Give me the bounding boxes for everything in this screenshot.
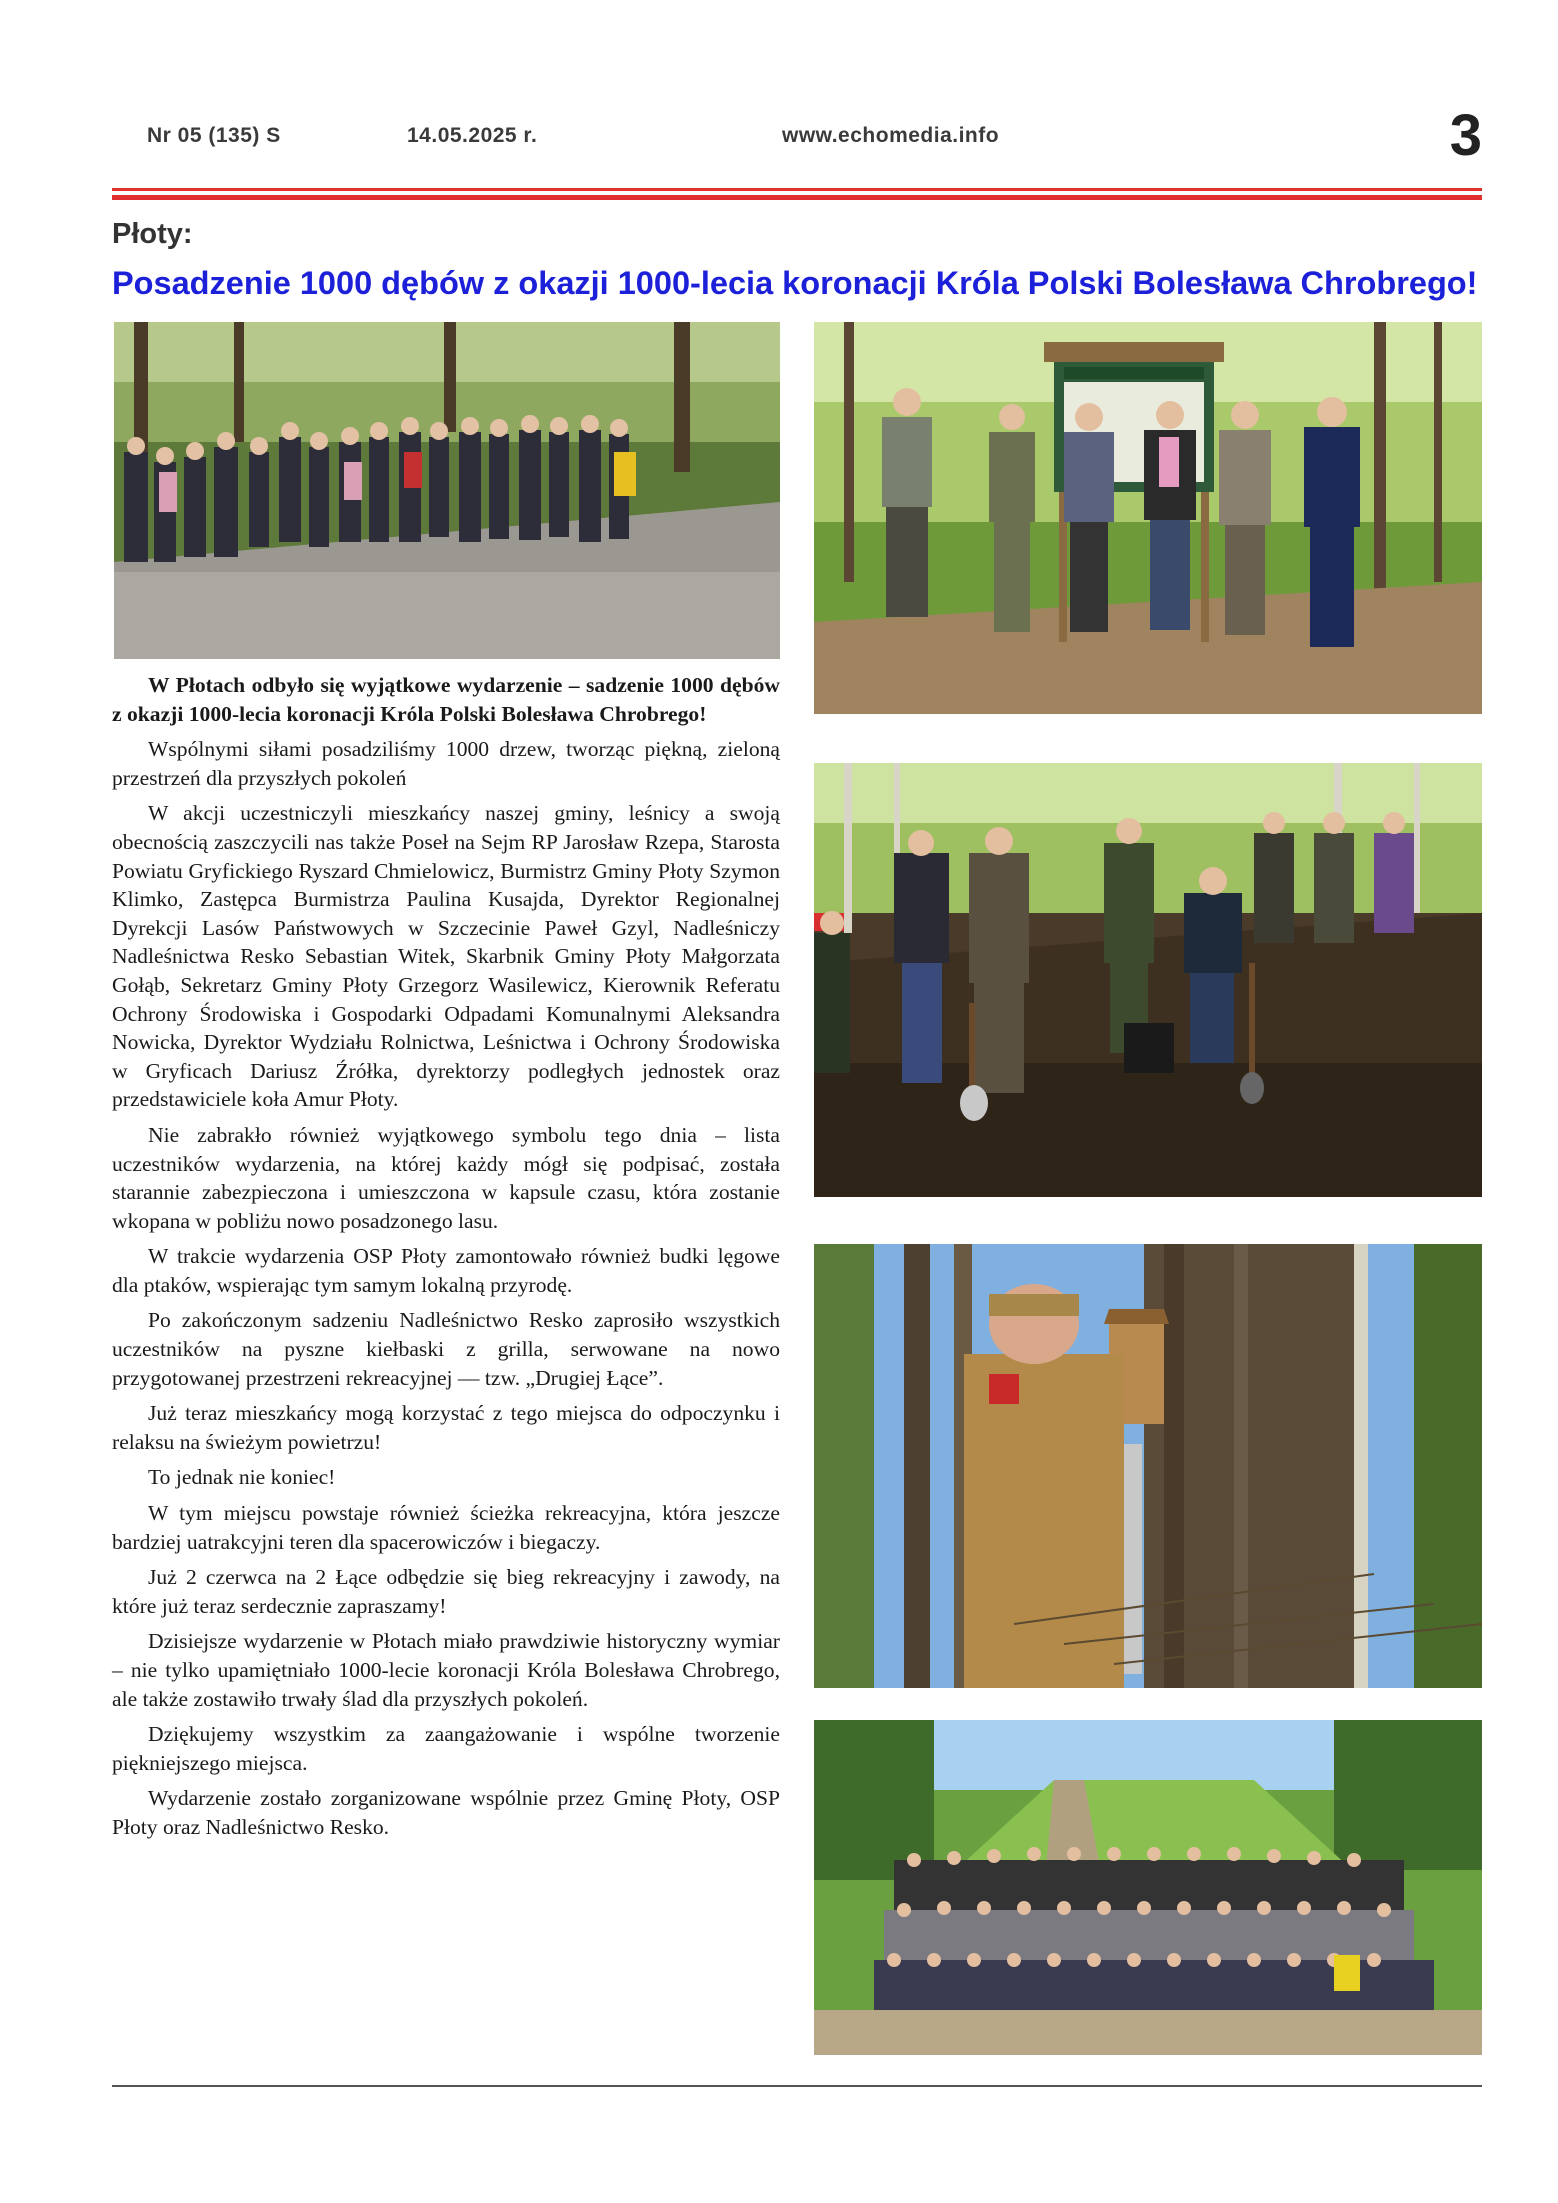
body-paragraph: Wydarzenie zostało zorganizowane wspólnie przez Gminę Płoty, OSP Płoty oraz Nadleśnictwo Resko. — [112, 1786, 780, 1839]
lead-paragraph: W Płotach odbyło się wyjątkowe wydarzenie – sadzenie 1000 dębów z okazji 1000-lecia koronacji Króla Polski Bolesława Chrobrego! — [112, 673, 780, 726]
body-paragraph: Dzisiejsze wydarzenie w Płotach miało prawdziwie historyczny wymiar – nie tylko upamiętniało 1000-lecie koronacji Króla Bolesława Chrobrego, ale także zostawiło trwały ślad dla przyszłych pokoleń. — [112, 1629, 780, 1711]
photo-tree-planting — [814, 763, 1482, 1197]
footer-rule — [112, 2085, 1482, 2087]
page-number: 3 — [1449, 103, 1482, 168]
body-paragraph: Już teraz mieszkańcy mogą korzystać z tego miejsca do odpoczynku i relaksu na świeżym powietrzu! — [112, 1401, 780, 1454]
body-paragraph: Po zakończonym sadzeniu Nadleśnictwo Resko zaprosiło wszystkich uczestników na pyszne kiełbaski z grilla, serwowane na nowo przygotowanej przestrzeni rekreacyjnej — tzw. „Drugiej Łące”. — [112, 1308, 780, 1390]
header-rule-thick — [112, 195, 1482, 200]
body-paragraph: To jednak nie koniec! — [148, 1465, 336, 1490]
header-rule — [112, 188, 1482, 191]
section-label: Płoty: — [112, 218, 193, 250]
body-paragraph: W tym miejscu powstaje również ścieżka rekreacyjna, która jeszcze bardziej uatrakcyjni teren dla spacerowiczów i biegaczy. — [112, 1501, 780, 1554]
article-headline: Posadzenie 1000 dębów z okazji 1000-lecia koronacji Króla Polski Bolesława Chrobrego! — [112, 265, 1478, 301]
article-body — [112, 671, 780, 1849]
photo-officials-speech — [814, 322, 1482, 714]
issue-number: Nr 05 (135) S — [147, 124, 281, 147]
photo-birdhouse-mounting — [814, 1244, 1482, 1688]
body-paragraph: Dziękujemy wszystkim za zaangażowanie i wspólne tworzenie piękniejszego miejsca. — [112, 1722, 780, 1775]
issue-date: 14.05.2025 r. — [407, 124, 538, 147]
page-header — [112, 103, 1482, 176]
body-paragraph: Wspólnymi siłami posadziliśmy 1000 drzew, tworząc piękną, zieloną przestrzeń dla przyszłych pokoleń — [112, 737, 780, 790]
photo-group-hill — [814, 1720, 1482, 2055]
photo-children-group — [114, 322, 780, 659]
body-paragraph: W akcji uczestniczyli mieszkańcy naszej gminy, leśnicy a swoją obecnością zaszczycili nas także Poseł na Sejm RP Jarosław Rzepa, Starosta Powiatu Gryfickiego Ryszard Chmielowicz, Burmistrz Gminy Płoty Szymon Klimko, Zastępca Burmistrza Paulina Kusajda, Dyrektor Regionalnej Dyrekcji Lasów Państwowych w Szczecinie Paweł Gzyl, Nadleśniczy Nadleśnictwa Resko Sebastian Witek, Skarbnik Gminy Płoty Małgorzata Gołąb, Sekretarz Gminy Płoty Grzegorz Wasilewicz, Kierownik Referatu Ochrony Środowiska i Gospodarki Odpadami Komunalnymi Aleksandra Nowicka, Dyrektor Wydziału Rolnictwa, Leśnictwa i Ochrony Środowiska w Gryficach Dariusz Źrółka, dyrektorzy podległych jednostek oraz przedstawiciele koła Amur Płoty. — [112, 801, 780, 1112]
body-paragraph: Nie zabrakło również wyjątkowego symbolu tego dnia – lista uczestników wydarzenia, na której każdy mógł się podpisać, została starannie zabezpieczona i umieszczona w kapsule czasu, która zostanie wkopana w pobliżu nowo posadzonego lasu. — [112, 1122, 780, 1233]
website-link[interactable]: www.echomedia.info — [782, 124, 1000, 147]
body-paragraph: Już 2 czerwca na 2 Łące odbędzie się bieg rekreacyjny i zawody, na które już teraz serdecznie zapraszamy! — [112, 1565, 780, 1618]
body-paragraph: W trakcie wydarzenia OSP Płoty zamontowało również budki lęgowe dla ptaków, wspierając tym samym lokalną przyrodę. — [112, 1244, 780, 1297]
